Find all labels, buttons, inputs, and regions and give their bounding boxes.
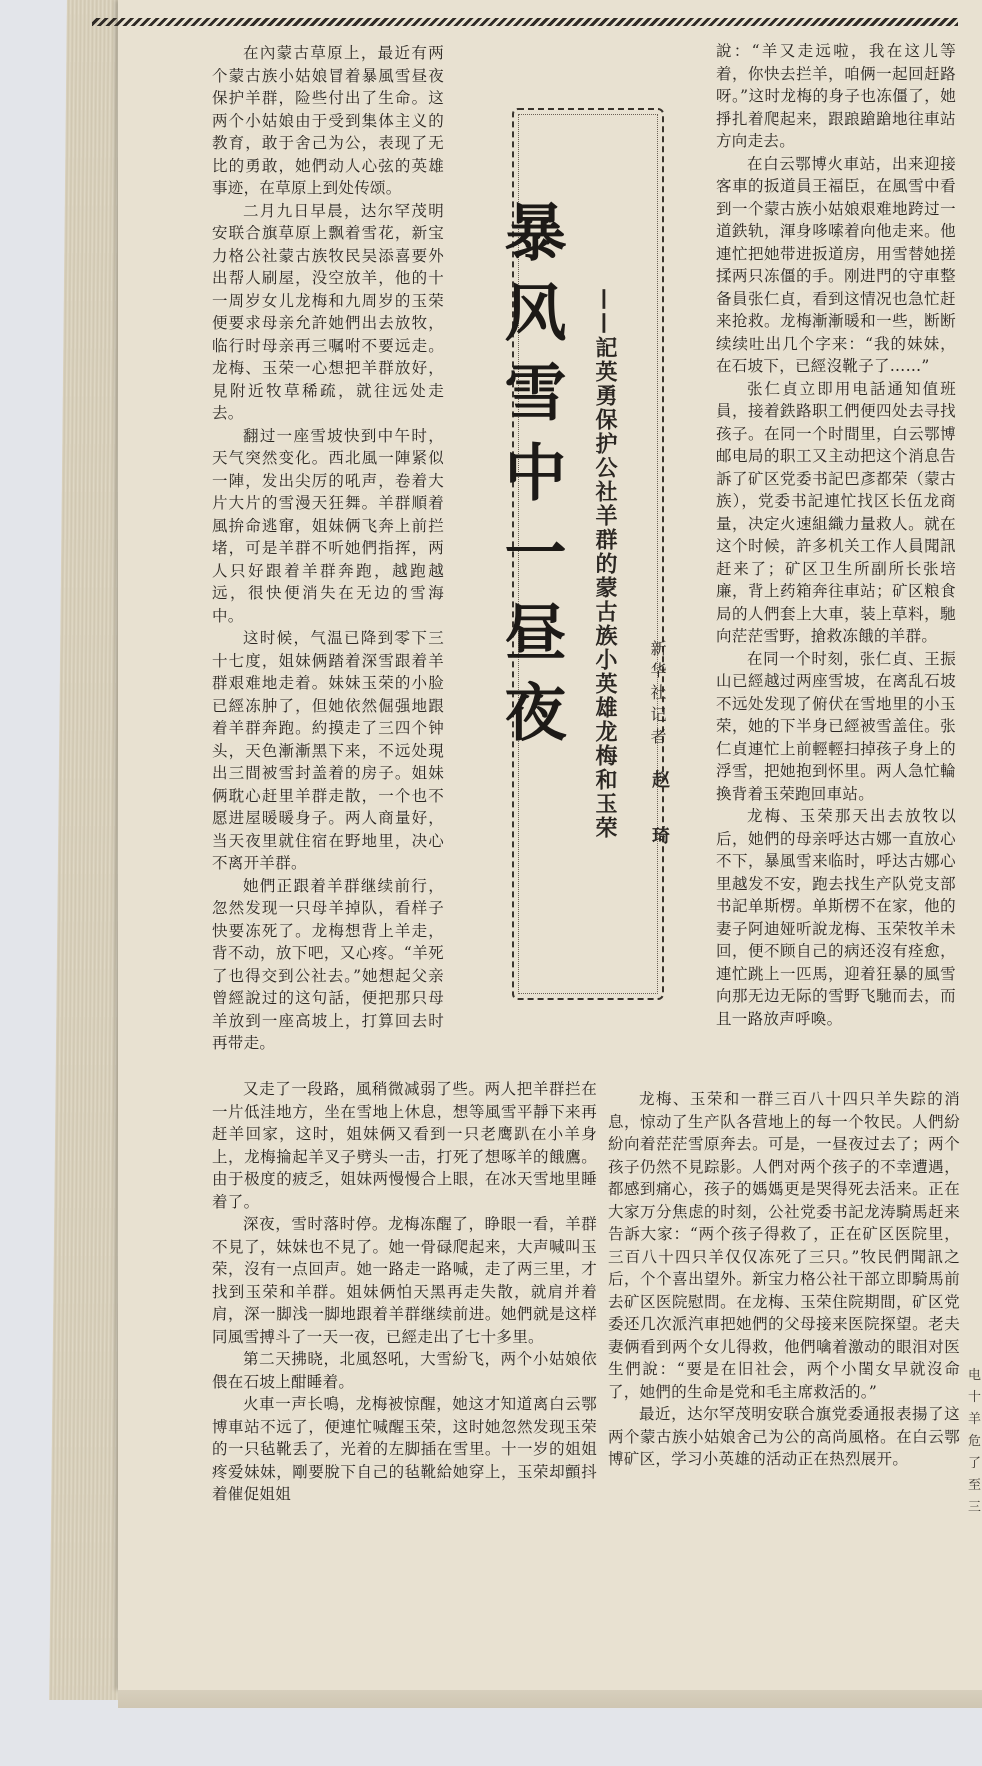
decorative-top-border <box>92 18 958 26</box>
paragraph: 龙梅、玉荣和一群三百八十四只羊失踪的消息，惊动了生产队各营地上的每一个牧民。人們紛紛向着茫茫雪原奔去。可是，一昼夜过去了；两个孩子仍然不見踪影。人們对两个孩子的不幸遭遇，都感到痛心，孩子的媽媽更是哭得死去活来。正在大家万分焦虑的时刻，公社党委书記龙涛騎馬赶来告訴大家：“两个孩子得救了，正在矿区医院里，三百八十四只羊仅仅冻死了三只。”牧民們聞訊之后，个个喜出望外。新宝力格公社干部立即騎馬前去矿区医院慰問。在龙梅、玉荣住院期間，矿区党委还几次派汽車把她們的父母接来医院探望。老夫妻俩看到两个女儿得救，他們噙着激动的眼泪对医生們說：“要是在旧社会，两个小閨女早就沒命了，她們的生命是党和毛主席救活的。” <box>608 1090 960 1401</box>
paragraph: 在內蒙古草原上，最近有两个蒙古族小姑娘冒着暴風雪昼夜保护羊群，险些付出了生命。这两个小姑娘由于受到集体主义的教育，敢于舍己为公，表现了无比的勇敢，她們动人心弦的英雄事迹，在草原上到处传颂。 <box>212 44 444 197</box>
edge-char: 三 <box>968 1500 982 1515</box>
edge-char: 十 <box>968 1390 982 1405</box>
paragraph: 在白云鄂博火車站，出来迎接客車的扳道員王福臣，在風雪中看到一个蒙古族小姑娘艰难地跨过一道鉄轨，渾身哆嗦着向他走来。他連忙把她带进扳道房，用雪替她搓揉两只冻僵的手。刚进門的守車整备員张仁貞，看到这情况也急忙赶来抢救。龙梅漸漸暖和一些，断断续续吐出几个字来：“我的妹妹，在石坡下，已經沒靴子了……” <box>716 154 956 375</box>
paragraph: 张仁貞立即用电話通知值班員，接着鉄路职工們便四处去寻找孩子。在同一个时間里，白云鄂博邮电局的职工又主动把这个消息告訴了矿区党委书記巴彥都荣（蒙古族），党委书記連忙找区长伍龙商量，决定火速組織力量救人。就在这个时候，許多机关工作人員聞訊赶来了；矿区卫生所副所长张培廉，背上药箱奔往車站；矿区粮食局的人們套上大車，装上草料，馳向茫茫雪野，搶救冻餓的羊群。 <box>716 379 956 645</box>
article-column-bottom-right <box>608 1088 960 1471</box>
article-byline: 新华社记者 <box>648 640 667 750</box>
paragraph: 在同一个时刻，张仁貞、王振山已經越过两座雪坡，在离乱石坡不远处发现了俯伏在雪地里的小玉荣，她的下半身已經被雪盖住。张仁貞連忙上前輕輕扫掉孩子身上的浮雪，把她抱到怀里。两人急忙輪換背着玉荣跑回車站。 <box>716 649 956 803</box>
paragraph: 最近，达尔罕茂明安联合旗党委通报表揚了这两个蒙古族小姑娘舍己为公的高尚風格。在白云鄂博矿区，学习小英雄的活动正在热烈展开。 <box>608 1405 960 1468</box>
edge-char: 羊 <box>968 1412 982 1427</box>
paragraph: 又走了一段路，風稍微减弱了些。两人把羊群拦在一片低洼地方，坐在雪地上休息，想等風雪平靜下来再赶羊回家，这时，姐妹俩又看到一只老鹰趴在小羊身上，龙梅掄起羊叉子劈头一击，打死了想啄羊的餓鷹。由于极度的疲乏，姐妹两慢慢合上眼，在冰天雪地里睡着了。 <box>212 1080 597 1211</box>
article-column-left <box>212 42 444 1055</box>
article-subheadline: ——記英勇保护公社羊群的蒙古族小英雄龙梅和玉荣 <box>592 288 617 840</box>
paragraph: 第二天拂晓，北風怒吼，大雪紛飞，两个小姑娘依偎在石坡上酣睡着。 <box>212 1350 597 1391</box>
edge-char: 危 <box>968 1434 982 1449</box>
paragraph: 深夜，雪时落时停。龙梅冻醒了，睁眼一看，羊群不見了，妹妹也不見了。她一骨碌爬起来，大声喊叫玉荣，沒有一点回声。她一路走一路喊，走了两三里，才找到玉荣和羊群。姐妹俩怕天黑再走失散，就肩并着肩，深一脚浅一脚地跟着羊群继续前进。她們就是这样同風雪搏斗了一天一夜，已經走出了七十多里。 <box>212 1215 597 1346</box>
paragraph: 翻过一座雪坡快到中午时，天气突然变化。西北風一陣紧似一陣，发出尖厉的吼声，卷着大片大片的雪漫天狂舞。羊群順着風拚命逃窜，姐妹俩飞奔上前拦堵，可是羊群不听她們指挥，两人只好跟着羊群奔跑，越跑越远，很快便消失在无边的雪海中。 <box>212 426 444 625</box>
edge-char: 了 <box>968 1456 982 1471</box>
edge-char: 至 <box>968 1478 982 1493</box>
paragraph: 二月九日早晨，达尔罕茂明安联合旗草原上飘着雪花，新宝力格公社蒙古族牧民吴添喜要外出帮人刷屋，没空放羊，他的十一周岁女儿龙梅和九周岁的玉荣便要求母亲允許她們出去放牧，临行时母亲再三嘱咐不要远走。龙梅、玉荣一心想把羊群放好，見附近牧草稀疏，就往远处走去。 <box>212 201 444 422</box>
edge-char: 电 <box>968 1368 982 1383</box>
article-column-bottom-left <box>212 1078 597 1506</box>
paragraph: 这时候，气温已降到零下三十七度，姐妹俩踏着深雪跟着羊群艰难地走着。妹妹玉荣的小脸已經冻肿了，但她依然倔强地跟着羊群奔跑。約摸走了三四个钟头，天色漸漸黑下来，不远处現出三間被雪封盖着的房子。姐妹俩耽心赶里羊群走散，一个也不愿进屋暖暖身子。两人商量好，当天夜里就住宿在野地里，决心不离开羊群。 <box>212 629 444 872</box>
article-headline: 暴风雪中一昼夜 <box>494 200 567 760</box>
paragraph: 龙梅、玉荣那天出去放牧以后，她們的母亲呼达古娜一直放心不下，暴風雪来临时，呼达古娜心里越发不安，跑去找生产队党支部书記单斯楞。单斯楞不在家，他的妻子阿迪娅听說龙梅、玉荣牧羊未回，便不顾自己的病还沒有痊愈，連忙跳上一匹馬，迎着狂暴的風雪向那无边无际的雪野飞馳而去，而且一路放声呼喚。 <box>716 807 956 1028</box>
paragraph: 火車一声长鳴，龙梅被惊醒，她这才知道离白云鄂博車站不远了，便連忙喊醒玉荣，这时她忽然发现玉荣的一只毡靴丢了，光着的左脚插在雪里。十一岁的姐姐疼爱妹妹，剛要脫下自己的毡靴給她穿上，玉荣却顫抖着催促姐姐 <box>212 1395 597 1503</box>
paragraph: 說：“羊又走远啦，我在这儿等着，你快去拦羊，咱俩一起回赶路呀。”这时龙梅的身子也冻僵了，她掙扎着爬起来，跟踉蹌蹌地往車站方向走去。 <box>716 42 956 150</box>
article-author: 赵 琦 <box>649 770 670 861</box>
article-column-right <box>716 40 956 1030</box>
paragraph: 她們正跟着羊群继续前行，忽然发现一只母羊掉队，看样子快要冻死了。龙梅想背上羊走，背不动，放下吧，又心疼。“羊死了也得交到公社去。”她想起父亲曾經說过的这句話，便把那只母羊放到一座高坡上，打算回去时再带走。 <box>212 876 444 1052</box>
